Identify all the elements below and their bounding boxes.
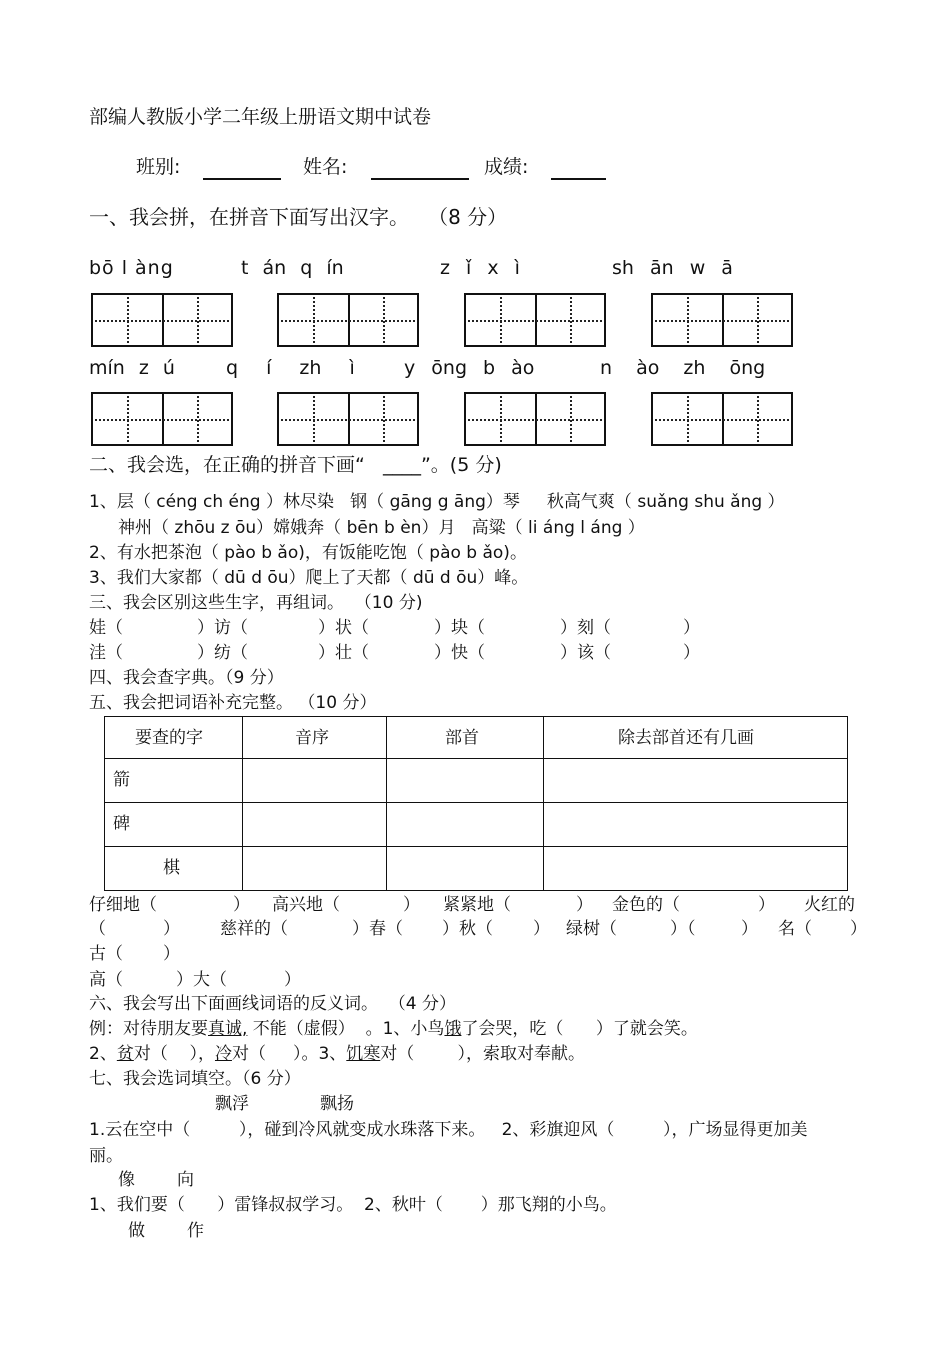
w2-a: （ (89, 919, 106, 939)
w3-a: 古（ (89, 944, 123, 964)
table-cell-input[interactable] (243, 803, 387, 847)
underlined-word: 冷 (214, 1044, 232, 1064)
w4-b: ）大（ (176, 970, 227, 990)
table-row (105, 847, 848, 891)
s2-line-2: 神州（ zhōu z ōu）嫦娥奔（ bēn b èn）月 高粱（ li áng l áng ） (118, 518, 645, 538)
s3-r2-c1: 洼（ (89, 643, 123, 663)
char-grid[interactable] (464, 293, 606, 347)
s3-r2-c6: ） (683, 643, 700, 663)
w1-d: ） (403, 895, 420, 915)
w1-a: 仔细地（ (89, 895, 157, 915)
s3-r1-c2: ）访（ (197, 618, 248, 638)
pinyin-6: q í zh ì (226, 357, 355, 379)
s7-question-1: 1.云在空中（ ），碰到冷风就变成水珠落下来。 2、彩旗迎风（ ），广场显得更加美 (89, 1120, 808, 1140)
s3-r1-c4: ）块（ (434, 618, 485, 638)
s3-r2-c4: ）快（ (434, 643, 485, 663)
table-row (105, 759, 848, 803)
dictionary-table (104, 716, 848, 891)
table-cell-char: 碑 (105, 803, 243, 847)
s7-question-2: 1、我们要（ ）雷锋叔叔学习。 2、秋叶（ ）那飞翔的小鸟。 (89, 1195, 617, 1215)
w4-c: ） (284, 970, 301, 990)
char-grid[interactable] (464, 392, 606, 446)
char-grid[interactable] (651, 392, 793, 446)
w2-g: 绿树（ (566, 919, 617, 939)
char-grid[interactable] (91, 293, 233, 347)
score-label: 成绩: (484, 156, 529, 178)
w2-d: ）春（ (352, 919, 403, 939)
score-blank[interactable] (551, 178, 606, 180)
table-cell-char: 箭 (105, 759, 243, 803)
s3-r1-c6: ） (683, 618, 700, 638)
s3-r1-c5: ）刻（ (560, 618, 611, 638)
s6-text: 对（ ）。3、 (231, 1044, 347, 1064)
underlined-word: 贫 (116, 1044, 134, 1064)
underlined-word: 真诚, (208, 1019, 248, 1039)
section4-heading: 四、我会查字典。（9 分） (89, 668, 284, 688)
section1-heading: 一、我会拼，在拼音下面写出汉字。 （8 分） (89, 205, 508, 229)
s6-text: 2、 (89, 1044, 117, 1064)
s6-text: 了会哭，吃（ ）了就会笑。 (461, 1019, 698, 1039)
w4-a: 高（ (89, 970, 123, 990)
s6-text: 不能（虚假） 。1、小鸟 (247, 1019, 445, 1039)
s3-r2-c2: ）纺（ (197, 643, 248, 663)
char-grid[interactable] (277, 392, 419, 446)
pinyin-5: mín z ú (89, 357, 175, 379)
pinyin-1: bō l àng (89, 257, 174, 279)
w1-g: 金色的（ (612, 895, 680, 915)
w2-h: ）（ (670, 919, 696, 939)
w2-k: ） (850, 919, 867, 939)
s2-line-1: 1、层（ céng ch éng ）林尽染 钢（ gāng g āng）琴 秋高气爽（ suǎng shu ǎng ） (89, 492, 785, 512)
table-header: 除去部首还有几画 (544, 717, 848, 759)
underlined-word: 饿 (444, 1019, 462, 1039)
table-cell-input[interactable] (243, 759, 387, 803)
table-row (105, 803, 848, 847)
s3-r1-c1: 娃（ (89, 618, 123, 638)
table-cell-char: 棋 (105, 847, 243, 891)
underlined-word: 饥寒 (346, 1044, 381, 1064)
s6-text: 例：对待朋友要 (89, 1019, 208, 1039)
s7-question-1-cont: 丽。 (89, 1146, 123, 1166)
table-cell-input[interactable] (387, 847, 544, 891)
char-grid[interactable] (651, 293, 793, 347)
w2-c: 慈祥的（ (220, 919, 288, 939)
char-grid[interactable] (277, 293, 419, 347)
page-title: 部编人教版小学二年级上册语文期中试卷 (89, 106, 432, 128)
table-header: 音序 (243, 717, 387, 759)
table-header-row (105, 717, 848, 759)
s2-line-3: 2、有水把茶泡（ pào b ǎo)，有饭能吃饱（ pào b ǎo)。 (89, 543, 527, 563)
table-header: 部首 (387, 717, 544, 759)
option-word: 做 (128, 1221, 145, 1241)
s3-r2-c5: ）该（ (560, 643, 611, 663)
pinyin-2: t án q ín (241, 257, 344, 279)
option-word: 向 (177, 1170, 194, 1190)
w1-e: 紧紧地（ (443, 895, 511, 915)
table-cell-input[interactable] (544, 759, 848, 803)
s3-r2-c3: ）壮（ (318, 643, 369, 663)
w1-b: ） (233, 895, 250, 915)
table-cell-input[interactable] (387, 759, 544, 803)
w1-f: ） (576, 895, 593, 915)
section7-heading: 七、我会选词填空。（6 分） (89, 1069, 301, 1089)
option-word: 作 (187, 1221, 204, 1241)
table-header: 要查的字 (105, 717, 243, 759)
s6-line-2 (89, 1046, 585, 1063)
table-cell-input[interactable] (243, 847, 387, 891)
name-label: 姓名: (303, 156, 348, 178)
option-word: 飘浮 (215, 1094, 249, 1114)
pinyin-8: n ào zh ōng (600, 357, 766, 379)
w2-b: ） (163, 919, 180, 939)
w2-i: ） (741, 919, 758, 939)
option-word: 飘扬 (320, 1094, 354, 1114)
w2-f: ） (533, 919, 550, 939)
pinyin-3: z ǐ x ì (440, 257, 520, 279)
w2-j: 名（ (778, 919, 812, 939)
w3-b: ） (163, 944, 180, 964)
w2-e: ）秋（ (442, 919, 493, 939)
s2-line-4: 3、我们大家都（ dū d ōu）爬上了天都（ dū d ōu）峰。 (89, 568, 529, 588)
pinyin-7: y ōng b ào (404, 357, 535, 379)
section6-heading: 六、我会写出下面画线词语的反义词。 （4 分） (89, 994, 457, 1014)
section3-heading: 三、我会区别这些生字，再组词。 （10 分) (89, 593, 423, 613)
w1-c: 高兴地（ (272, 895, 340, 915)
section2-heading: 二、我会选，在正确的拼音下画“ ____”。(5 分) (89, 454, 502, 476)
w1-h: ） (758, 895, 775, 915)
table-cell-input[interactable] (544, 803, 848, 847)
pinyin-4: sh ān w ā (612, 257, 733, 279)
s6-example-line (89, 1021, 698, 1038)
table-cell-input[interactable] (544, 847, 848, 891)
option-word: 像 (118, 1170, 135, 1190)
class-blank[interactable] (203, 178, 281, 180)
section5-heading: 五、我会把词语补充完整。 （10 分） (89, 693, 377, 713)
table-cell-input[interactable] (387, 803, 544, 847)
w1-i: 火红的 (804, 895, 855, 915)
s6-text: 对（ ）， (133, 1044, 215, 1064)
s3-r1-c3: ）状（ (318, 618, 369, 638)
s6-text: 对（ ），索取对奉献。 (380, 1044, 586, 1064)
char-grid[interactable] (91, 392, 233, 446)
name-blank[interactable] (371, 178, 469, 180)
class-label: 班别: (136, 156, 181, 178)
